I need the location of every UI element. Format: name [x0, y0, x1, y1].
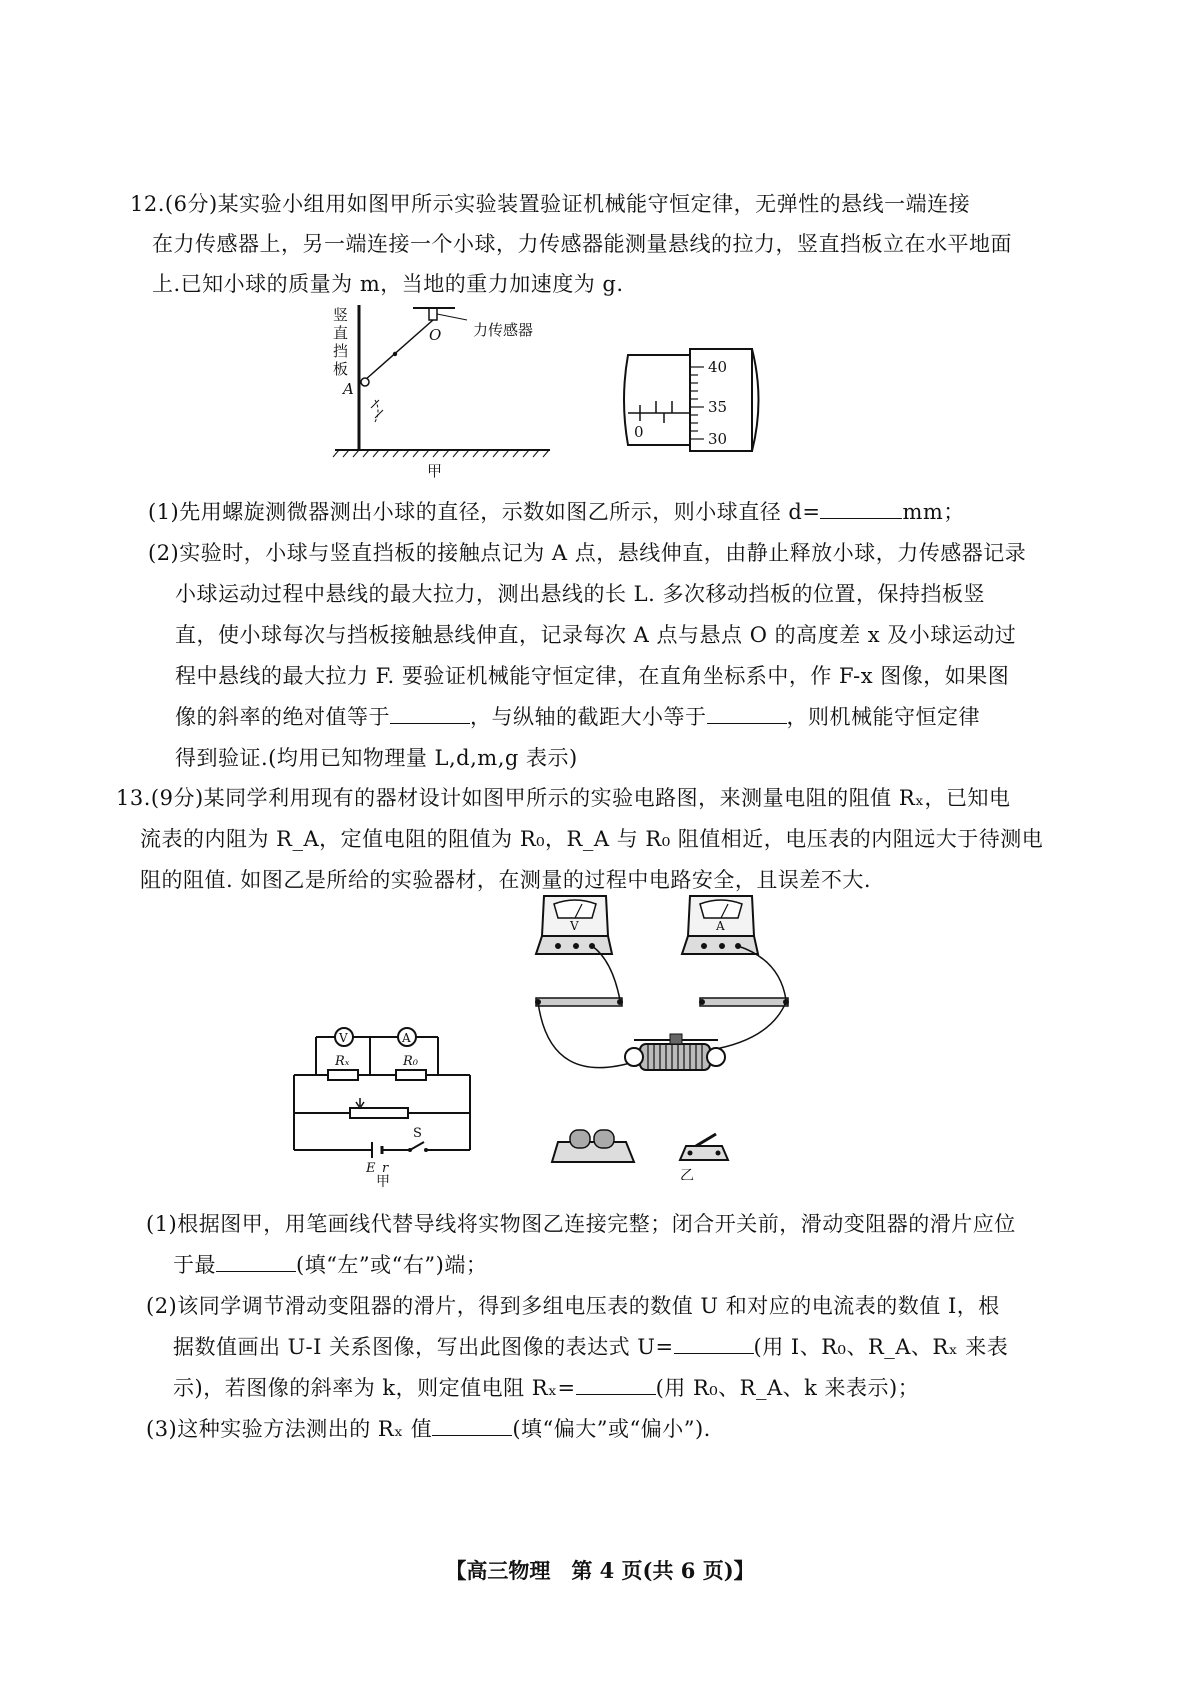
q13-sub1-line-1: (1)根据图甲，用笔画线代替导线将实物图乙连接完整；闭合开关前，滑动变阻器的滑片应位: [146, 1212, 1016, 1236]
q13-slider-blank: [216, 1270, 296, 1272]
figure-jia-circuit: [290, 1020, 490, 1190]
q13-sub1-line-2: [173, 1249, 487, 1279]
q13-sub2-line-1: (2)该同学调节滑动变阻器的滑片，得到多组电压表的数值 U 和对应的电流表的数值 I，根: [146, 1294, 1000, 1318]
rx-label: Rₓ: [335, 1054, 350, 1069]
q13-sub2-l3-a: 示)，若图像的斜率为 k，则定值电阻 Rₓ=: [173, 1376, 576, 1400]
q12-sub2-line-4: 程中悬线的最大拉力 F. 要验证机械能守恒定律，在直角坐标系中，作 F-x 图像，如果图: [175, 664, 1010, 688]
switch-label: S: [413, 1126, 422, 1141]
q13-sub2-l3-b: (用 R₀、R_A、k 来表示)；: [655, 1376, 920, 1400]
q12-stem-line-2: 在力传感器上，另一端连接一个小球，力传感器能测量悬线的拉力，竖直挡板立在水平地面: [152, 232, 1012, 256]
ammeter-label: A: [716, 919, 725, 933]
figure-yi-apparatus: [530, 890, 820, 1180]
q13-rx-blank: [576, 1393, 656, 1395]
r0-board: [700, 998, 788, 1006]
q12-sub1-blank: [820, 517, 902, 519]
force-sensor: [429, 308, 437, 320]
q13-sub3-a: (3)这种实验方法测出的 Rₓ 值: [146, 1417, 433, 1441]
q13-sub2-l2-b: (用 I、R₀、R_A、Rₓ 来表: [753, 1335, 1009, 1359]
tick-0: 0: [634, 423, 644, 441]
q12-stem-line-3: 上.已知小球的质量为 m，当地的重力加速度为 g.: [152, 272, 624, 296]
q13-sub3-b: (填“偏大”或“偏小”).: [512, 1417, 711, 1441]
voltmeter-label: V: [570, 919, 579, 933]
rx-resistor: [328, 1070, 358, 1080]
tick-30: 30: [708, 430, 728, 448]
q12-intercept-blank: [707, 722, 787, 724]
ball: [361, 378, 369, 386]
q13-sub3: [146, 1413, 711, 1443]
board-label-1: 竖: [333, 306, 349, 324]
a-symbol-label: A: [402, 1031, 411, 1045]
q12-sub2-line-3: 直，使小球每次与挡板接触悬线伸直，记录每次 A 点与悬点 O 的高度差 x 及小球运动过: [175, 623, 1017, 647]
q13-sub2-l2-a: 据数值画出 U-I 关系图像，写出此图像的表达式 U=: [173, 1335, 674, 1359]
apparatus-caption: 乙: [680, 1168, 694, 1180]
ammeter-device: [682, 896, 758, 954]
point-a-label: A: [343, 380, 354, 398]
rheostat-device: [625, 1034, 725, 1070]
circuit-caption: 甲: [376, 1174, 390, 1190]
q12-sub2-l5-c: ，则机械能守恒定律: [786, 705, 980, 729]
r0-label: R₀: [403, 1054, 418, 1069]
pendulum-string: [365, 320, 433, 380]
q12-sub2-line-5: [175, 701, 980, 731]
q13-sub1-l2-a: 于最: [173, 1253, 216, 1277]
sensor-label: 力传感器: [473, 321, 534, 339]
q13-sub2-line-2: [173, 1331, 1008, 1361]
figure-jia-caption: 甲: [427, 462, 443, 480]
q12-slope-blank: [390, 722, 470, 724]
battery-device: [552, 1130, 634, 1162]
q13-stem-line-1: 13.(9分)某同学利用现有的器材设计如图甲所示的实验电路图，来测量电阻的阻值 Rₓ，已知电: [116, 786, 1011, 810]
v-symbol-label: V: [339, 1031, 348, 1045]
q13-sub1-l2-b: (填“左”或“右”)端；: [296, 1253, 488, 1277]
q13-stem-line-2: 流表的内阻为 R_A，定值电阻的阻值为 R₀，R_A 与 R₀ 阻值相近，电压表的内阻远大于待测电: [140, 827, 1044, 851]
q12-sub2-l5-a: 像的斜率的绝对值等于: [175, 705, 390, 729]
board-label-3: 挡: [333, 342, 349, 360]
rx-board: [536, 998, 622, 1006]
tick-40: 40: [708, 358, 728, 376]
q13-stem-line-3: 阻的阻值. 如图乙是所给的实验器材，在测量的过程中电路安全，且误差不大.: [140, 868, 872, 892]
r0-resistor: [396, 1070, 426, 1080]
internal-r-label: r: [382, 1161, 389, 1176]
rheostat: [350, 1108, 408, 1118]
q13-expression-blank: [674, 1352, 754, 1354]
tick-35: 35: [708, 398, 728, 416]
figure-jia-pendulum: [325, 300, 585, 480]
q12-sub1: [148, 496, 965, 526]
voltmeter-device: [536, 896, 612, 954]
q12-sub2-line-6: 得到验证.(均用已知物理量 L,d,m,g 表示): [175, 746, 578, 770]
q12-sub1-unit: mm；: [902, 500, 965, 524]
q13-sub2-line-3: [173, 1372, 919, 1402]
figure-yi-micrometer: [620, 345, 770, 455]
q12-sub2-line-2: 小球运动过程中悬线的最大拉力，测出悬线的长 L. 多次移动挡板的位置，保持挡板竖: [175, 582, 985, 606]
q12-sub2-line-1: (2)实验时，小球与竖直挡板的接触点记为 A 点，悬线伸直，由静止释放小球，力传感器记录: [148, 541, 1027, 565]
point-o-label: O: [429, 326, 442, 344]
q12-sub2-l5-b: ，与纵轴的截距大小等于: [470, 705, 707, 729]
switch-device: [680, 1134, 728, 1160]
emf-label: E: [366, 1161, 376, 1176]
page-footer: 【高三物理 第 4 页(共 6 页)】: [445, 1558, 755, 1583]
q13-bias-blank: [432, 1434, 512, 1436]
board-label-2: 直: [333, 324, 349, 342]
board-label-4: 板: [333, 360, 349, 378]
q12-stem-line-1: 12.(6分)某实验小组用如图甲所示实验装置验证机械能守恒定律，无弹性的悬线一端连接: [130, 192, 971, 216]
q12-sub1-text: (1)先用螺旋测微器测出小球的直径，示数如图乙所示，则小球直径 d=: [148, 500, 821, 524]
